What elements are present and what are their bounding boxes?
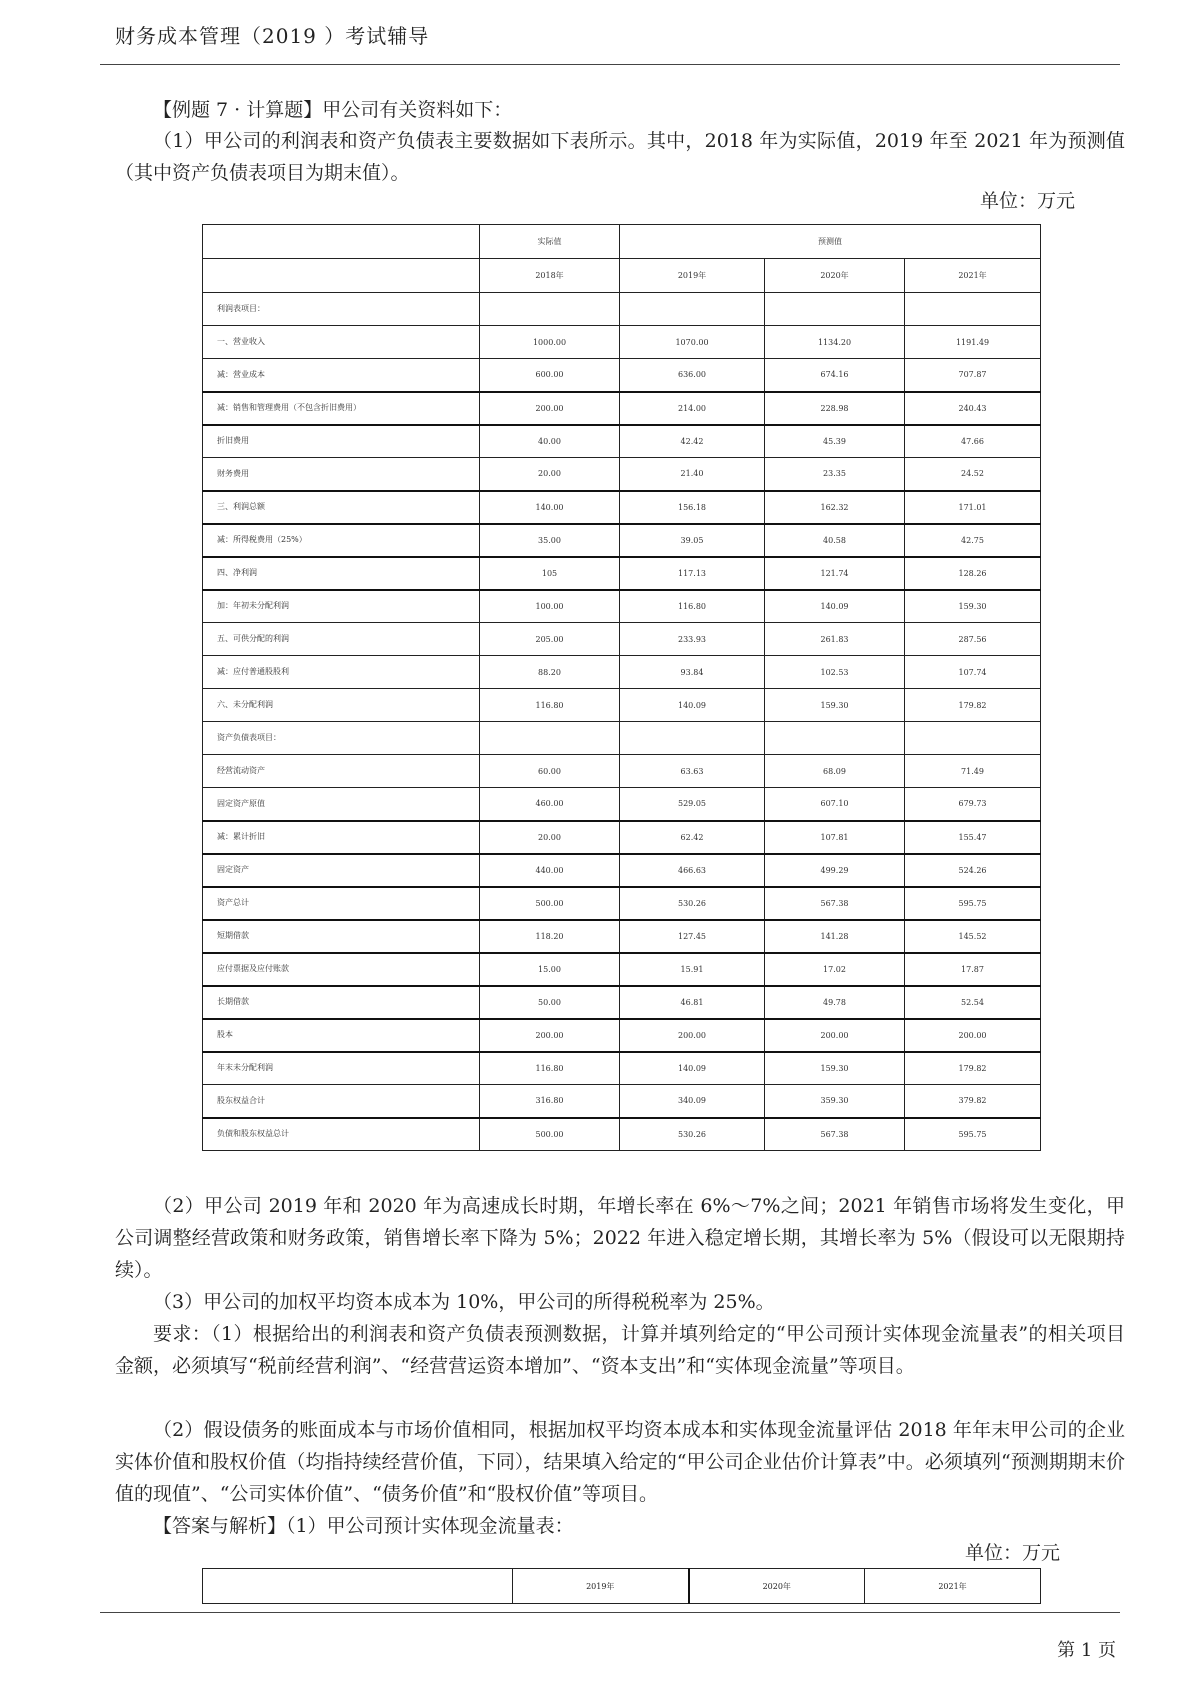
value-cell: 42.75 — [905, 524, 1041, 557]
row-label: 减：所得税费用（25%） — [203, 524, 480, 557]
value-cell — [905, 722, 1041, 755]
table-row — [203, 524, 1041, 557]
row-label: 应付票据及应付账款 — [203, 953, 480, 986]
paragraph-2: （2）甲公司 2019 年和 2020 年为高速成长时期，年增长率在 6%～7%之间；2021 年销售市场将发生变化，甲公司调整经营政策和财务政策，销售增长率下降为 5%；2022 年进入稳定增长期，其增长率为 5%（假设可以无限期持续）。 — [115, 1195, 1125, 1281]
paragraph-5: （2）假设债务的账面成本与市场价值相同，根据加权平均资本成本和实体现金流量评估 2018 年年末甲公司的企业实体价值和股权价值（均指持续经营价值，下同），结果填入给定的“甲公司企业估价计算表”中。必须填列“预测期期末价值的现值”、“公司实体价值”、“债务价值”和“股权价值”等项目。 — [115, 1419, 1125, 1505]
value-cell: 500.00 — [480, 887, 620, 920]
table-row — [203, 1019, 1041, 1052]
footer-divider — [100, 1612, 1120, 1613]
value-cell: 117.13 — [620, 557, 765, 590]
row-label: 资产负债表项目： — [203, 722, 480, 755]
value-cell: 100.00 — [480, 590, 620, 623]
header-title: 财务成本管理（2019 ）考试辅导 — [115, 24, 430, 48]
value-cell: 40.00 — [480, 425, 620, 458]
paragraph-4: 要求：（1）根据给出的利润表和资产负债表预测数据，计算并填列给定的“甲公司预计实体现金流量表”的相关项目金额，必须填写“税前经营利润”、“经营营运资本增加”、“资本支出”和“实体现金流量”等项目。 — [115, 1323, 1125, 1377]
value-cell: 93.84 — [620, 656, 765, 689]
cf-year-2020: 2020年 — [689, 1569, 865, 1604]
value-cell: 567.38 — [765, 887, 905, 920]
value-cell: 60.00 — [480, 755, 620, 788]
value-cell: 636.00 — [620, 359, 765, 392]
value-cell: 200.00 — [480, 1019, 620, 1052]
row-label: 折旧费用 — [203, 425, 480, 458]
row-label: 一、营业收入 — [203, 326, 480, 359]
group-actual: 实际值 — [480, 225, 620, 259]
header-empty-cell — [203, 225, 480, 259]
unit-label-2: 单位：万元 — [965, 1542, 1061, 1564]
row-label: 负债和股东权益总计 — [203, 1118, 480, 1151]
value-cell: 116.80 — [480, 689, 620, 722]
value-cell: 20.00 — [480, 821, 620, 854]
table-row — [203, 326, 1041, 359]
row-label: 固定资产 — [203, 854, 480, 887]
header-empty-cell — [203, 259, 480, 293]
value-cell: 118.20 — [480, 920, 620, 953]
value-cell: 674.16 — [765, 359, 905, 392]
year-2019: 2019年 — [620, 259, 765, 293]
row-label: 固定资产原值 — [203, 788, 480, 821]
value-cell: 88.20 — [480, 656, 620, 689]
value-cell: 679.73 — [905, 788, 1041, 821]
value-cell — [480, 722, 620, 755]
value-cell: 466.63 — [620, 854, 765, 887]
value-cell: 707.87 — [905, 359, 1041, 392]
cash-flow-table-header — [202, 1568, 1041, 1604]
value-cell: 1191.49 — [905, 326, 1041, 359]
row-label: 经营流动资产 — [203, 755, 480, 788]
value-cell: 530.26 — [620, 887, 765, 920]
value-cell: 71.49 — [905, 755, 1041, 788]
value-cell: 62.42 — [620, 821, 765, 854]
table-row — [203, 491, 1041, 524]
value-cell: 127.45 — [620, 920, 765, 953]
paragraph-3: （3）甲公司的加权平均资本成本为 10%，甲公司的所得税税率为 25%。 — [153, 1291, 775, 1313]
row-label: 五、可供分配的利润 — [203, 623, 480, 656]
table-row — [203, 953, 1041, 986]
value-cell: 49.78 — [765, 986, 905, 1019]
row-label: 四、净利润 — [203, 557, 480, 590]
row-label: 减：累计折旧 — [203, 821, 480, 854]
table-row — [203, 656, 1041, 689]
row-label: 加：年初未分配利润 — [203, 590, 480, 623]
table-row — [203, 1118, 1041, 1151]
value-cell: 42.42 — [620, 425, 765, 458]
table-row — [203, 722, 1041, 755]
value-cell: 155.47 — [905, 821, 1041, 854]
value-cell: 105 — [480, 557, 620, 590]
value-cell: 524.26 — [905, 854, 1041, 887]
cf-year-2021: 2021年 — [865, 1569, 1041, 1604]
table-row — [203, 623, 1041, 656]
answer-heading: 【答案与解析】（1）甲公司预计实体现金流量表： — [153, 1515, 574, 1537]
value-cell — [480, 293, 620, 326]
table-row — [203, 1085, 1041, 1118]
table-row — [203, 557, 1041, 590]
value-cell: 102.53 — [765, 656, 905, 689]
table-row — [203, 788, 1041, 821]
value-cell — [905, 293, 1041, 326]
value-cell: 159.30 — [765, 1052, 905, 1085]
value-cell: 228.98 — [765, 392, 905, 425]
value-cell: 156.18 — [620, 491, 765, 524]
row-label: 年末未分配利润 — [203, 1052, 480, 1085]
value-cell — [620, 293, 765, 326]
value-cell: 316.80 — [480, 1085, 620, 1118]
value-cell: 46.81 — [620, 986, 765, 1019]
row-label: 减：营业成本 — [203, 359, 480, 392]
value-cell: 159.30 — [765, 689, 905, 722]
value-cell: 1000.00 — [480, 326, 620, 359]
value-cell: 17.02 — [765, 953, 905, 986]
value-cell: 140.00 — [480, 491, 620, 524]
table-row — [203, 359, 1041, 392]
value-cell: 499.29 — [765, 854, 905, 887]
value-cell: 261.83 — [765, 623, 905, 656]
value-cell: 45.39 — [765, 425, 905, 458]
value-cell: 128.26 — [905, 557, 1041, 590]
value-cell: 359.30 — [765, 1085, 905, 1118]
value-cell: 200.00 — [480, 392, 620, 425]
value-cell: 440.00 — [480, 854, 620, 887]
row-label: 股本 — [203, 1019, 480, 1052]
value-cell: 39.05 — [620, 524, 765, 557]
row-label: 股东权益合计 — [203, 1085, 480, 1118]
table-row — [203, 458, 1041, 491]
value-cell: 179.82 — [905, 689, 1041, 722]
value-cell: 68.09 — [765, 755, 905, 788]
row-label: 减：销售和管理费用（不包含折旧费用） — [203, 392, 480, 425]
example-title: 【例题 7 · 计算题】甲公司有关资料如下： — [153, 99, 513, 121]
value-cell: 23.35 — [765, 458, 905, 491]
value-cell: 179.82 — [905, 1052, 1041, 1085]
value-cell: 50.00 — [480, 986, 620, 1019]
value-cell: 47.66 — [905, 425, 1041, 458]
value-cell: 15.00 — [480, 953, 620, 986]
value-cell: 595.75 — [905, 887, 1041, 920]
year-2020: 2020年 — [765, 259, 905, 293]
value-cell: 24.52 — [905, 458, 1041, 491]
row-label: 三、利润总额 — [203, 491, 480, 524]
value-cell: 21.40 — [620, 458, 765, 491]
value-cell: 379.82 — [905, 1085, 1041, 1118]
value-cell: 116.80 — [480, 1052, 620, 1085]
table-row — [203, 392, 1041, 425]
row-label: 利润表项目： — [203, 293, 480, 326]
table-row — [203, 887, 1041, 920]
value-cell: 205.00 — [480, 623, 620, 656]
table-row — [203, 590, 1041, 623]
value-cell: 460.00 — [480, 788, 620, 821]
table-row — [203, 854, 1041, 887]
value-cell: 20.00 — [480, 458, 620, 491]
value-cell — [765, 722, 905, 755]
value-cell: 1070.00 — [620, 326, 765, 359]
value-cell: 600.00 — [480, 359, 620, 392]
row-label: 资产总计 — [203, 887, 480, 920]
value-cell — [765, 293, 905, 326]
value-cell: 107.81 — [765, 821, 905, 854]
table-row — [203, 425, 1041, 458]
unit-label-1: 单位：万元 — [980, 190, 1076, 212]
value-cell: 63.63 — [620, 755, 765, 788]
value-cell: 529.05 — [620, 788, 765, 821]
table-row — [203, 689, 1041, 722]
table-row — [203, 293, 1041, 326]
value-cell: 340.09 — [620, 1085, 765, 1118]
value-cell: 162.32 — [765, 491, 905, 524]
value-cell: 107.74 — [905, 656, 1041, 689]
value-cell: 595.75 — [905, 1118, 1041, 1151]
value-cell: 15.91 — [620, 953, 765, 986]
row-label: 减：应付普通股股利 — [203, 656, 480, 689]
year-2021: 2021年 — [905, 259, 1041, 293]
value-cell: 240.43 — [905, 392, 1041, 425]
table-row — [203, 920, 1041, 953]
value-cell: 35.00 — [480, 524, 620, 557]
value-cell: 159.30 — [905, 590, 1041, 623]
table-row — [203, 755, 1041, 788]
table-row — [203, 1052, 1041, 1085]
value-cell: 116.80 — [620, 590, 765, 623]
group-forecast: 预测值 — [620, 225, 1041, 259]
value-cell: 140.09 — [765, 590, 905, 623]
table-row — [203, 986, 1041, 1019]
value-cell: 141.28 — [765, 920, 905, 953]
value-cell: 214.00 — [620, 392, 765, 425]
value-cell: 530.26 — [620, 1118, 765, 1151]
value-cell: 140.09 — [620, 1052, 765, 1085]
row-label: 六、未分配利润 — [203, 689, 480, 722]
value-cell: 17.87 — [905, 953, 1041, 986]
financial-data-table — [202, 224, 1041, 1151]
value-cell: 145.52 — [905, 920, 1041, 953]
value-cell: 500.00 — [480, 1118, 620, 1151]
value-cell: 171.01 — [905, 491, 1041, 524]
value-cell: 52.54 — [905, 986, 1041, 1019]
cf-year-2019: 2019年 — [513, 1569, 689, 1604]
header-empty-cell — [203, 1569, 513, 1604]
value-cell: 607.10 — [765, 788, 905, 821]
year-2018: 2018年 — [480, 259, 620, 293]
header-divider — [100, 64, 1120, 65]
value-cell: 200.00 — [620, 1019, 765, 1052]
table-row — [203, 821, 1041, 854]
value-cell: 140.09 — [620, 689, 765, 722]
value-cell: 200.00 — [765, 1019, 905, 1052]
row-label: 财务费用 — [203, 458, 480, 491]
page-number: 第 1 页 — [1057, 1640, 1116, 1661]
value-cell: 233.93 — [620, 623, 765, 656]
row-label: 短期借款 — [203, 920, 480, 953]
value-cell — [620, 722, 765, 755]
value-cell: 1134.20 — [765, 326, 905, 359]
value-cell: 200.00 — [905, 1019, 1041, 1052]
value-cell: 567.38 — [765, 1118, 905, 1151]
paragraph-1: （1）甲公司的利润表和资产负债表主要数据如下表所示。其中，2018 年为实际值，2019 年至 2021 年为预测值（其中资产负债表项目为期末值）。 — [115, 130, 1125, 184]
value-cell: 121.74 — [765, 557, 905, 590]
row-label: 长期借款 — [203, 986, 480, 1019]
value-cell: 287.56 — [905, 623, 1041, 656]
value-cell: 40.58 — [765, 524, 905, 557]
